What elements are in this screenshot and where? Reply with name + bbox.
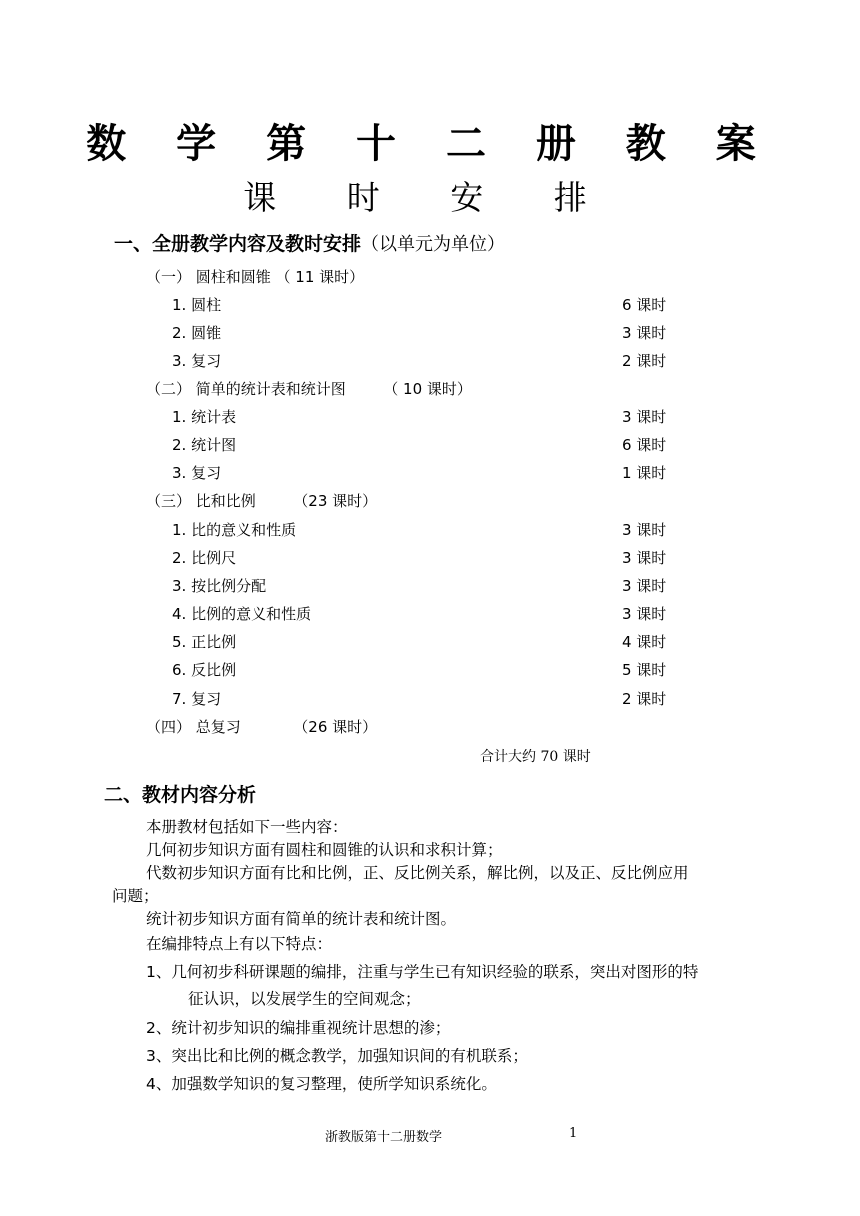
- paragraph: 统计初步知识方面有简单的统计表和统计图。: [146, 910, 457, 928]
- unit-item-hours: 6 课时: [622, 436, 667, 454]
- unit-item-hours: 3 课时: [622, 605, 667, 623]
- unit-header: （二） 简单的统计表和统计图 （ 10 课时）: [146, 380, 472, 398]
- unit-item-hours: 2 课时: [622, 352, 667, 370]
- paragraph: 本册教材包括如下一些内容：: [146, 818, 348, 836]
- unit-item-label: 5. 正比例: [172, 633, 237, 651]
- unit-header: （一） 圆柱和圆锥 （ 11 课时）: [146, 268, 365, 286]
- feature-item: 4、加强数学知识的复习整理，使所学知识系统化。: [146, 1075, 497, 1093]
- section1-heading-text: 一、全册教学内容及教时安排: [114, 233, 362, 255]
- feature-item-continuation: 征认识，以发展学生的空间观念；: [188, 990, 421, 1008]
- unit-item-hours: 3 课时: [622, 577, 667, 595]
- unit-item-hours: 3 课时: [622, 549, 667, 567]
- unit-item-hours: 5 课时: [622, 661, 667, 679]
- unit-item-label: 2. 比例尺: [172, 549, 237, 567]
- unit-item-label: 3. 复习: [172, 464, 222, 482]
- unit-item-hours: 2 课时: [622, 690, 667, 708]
- paragraph: 在编排特点上有以下特点：: [146, 935, 333, 953]
- unit-item-label: 2. 统计图: [172, 436, 237, 454]
- unit-item-hours: 3 课时: [622, 408, 667, 426]
- unit-header: （四） 总复习 （26 课时）: [146, 718, 378, 736]
- unit-header: （三） 比和比例 （23 课时）: [146, 492, 378, 510]
- unit-item-label: 1. 统计表: [172, 408, 237, 426]
- unit-item-hours: 3 课时: [622, 324, 667, 342]
- document-title: 数 学 第 十 二 册 教 案: [86, 120, 774, 167]
- unit-item-label: 2. 圆锥: [172, 324, 222, 342]
- unit-item-hours: 3 课时: [622, 521, 667, 539]
- unit-item-hours: 6 课时: [622, 296, 667, 314]
- paragraph: 几何初步知识方面有圆柱和圆锥的认识和求积计算；: [146, 841, 503, 859]
- unit-item-label: 6. 反比例: [172, 661, 237, 679]
- unit-item-hours: 4 课时: [622, 633, 667, 651]
- feature-item: 3、突出比和比例的概念教学，加强知识间的有机联系；: [146, 1047, 528, 1065]
- unit-item-hours: 1 课时: [622, 464, 667, 482]
- unit-item-label: 3. 复习: [172, 352, 222, 370]
- section1-heading-note: （以单元为单位）: [361, 234, 506, 255]
- footer-text: 浙教版第十二册数学: [325, 1130, 443, 1145]
- section2-heading: 二、教材内容分析: [104, 784, 257, 806]
- paragraph: 问题；: [112, 887, 159, 905]
- feature-item: 1、几何初步科研课题的编排，注重与学生已有知识经验的联系，突出对图形的特: [146, 963, 699, 981]
- unit-item-label: 1. 圆柱: [172, 296, 222, 314]
- unit-item-label: 1. 比的意义和性质: [172, 521, 297, 539]
- paragraph: 代数初步知识方面有比和比例，正、反比例关系，解比例，以及正、反比例应用: [146, 864, 689, 882]
- document-subtitle: 课 时 安 排: [243, 178, 617, 217]
- unit-item-label: 7. 复习: [172, 690, 222, 708]
- unit-item-label: 3. 按比例分配: [172, 577, 267, 595]
- section1-heading: [114, 229, 505, 256]
- total-hours: 合计大约 70 课时: [480, 749, 591, 765]
- page-number: 1: [569, 1126, 578, 1141]
- feature-item: 2、统计初步知识的编排重视统计思想的渗；: [146, 1019, 451, 1037]
- unit-item-label: 4. 比例的意义和性质: [172, 605, 312, 623]
